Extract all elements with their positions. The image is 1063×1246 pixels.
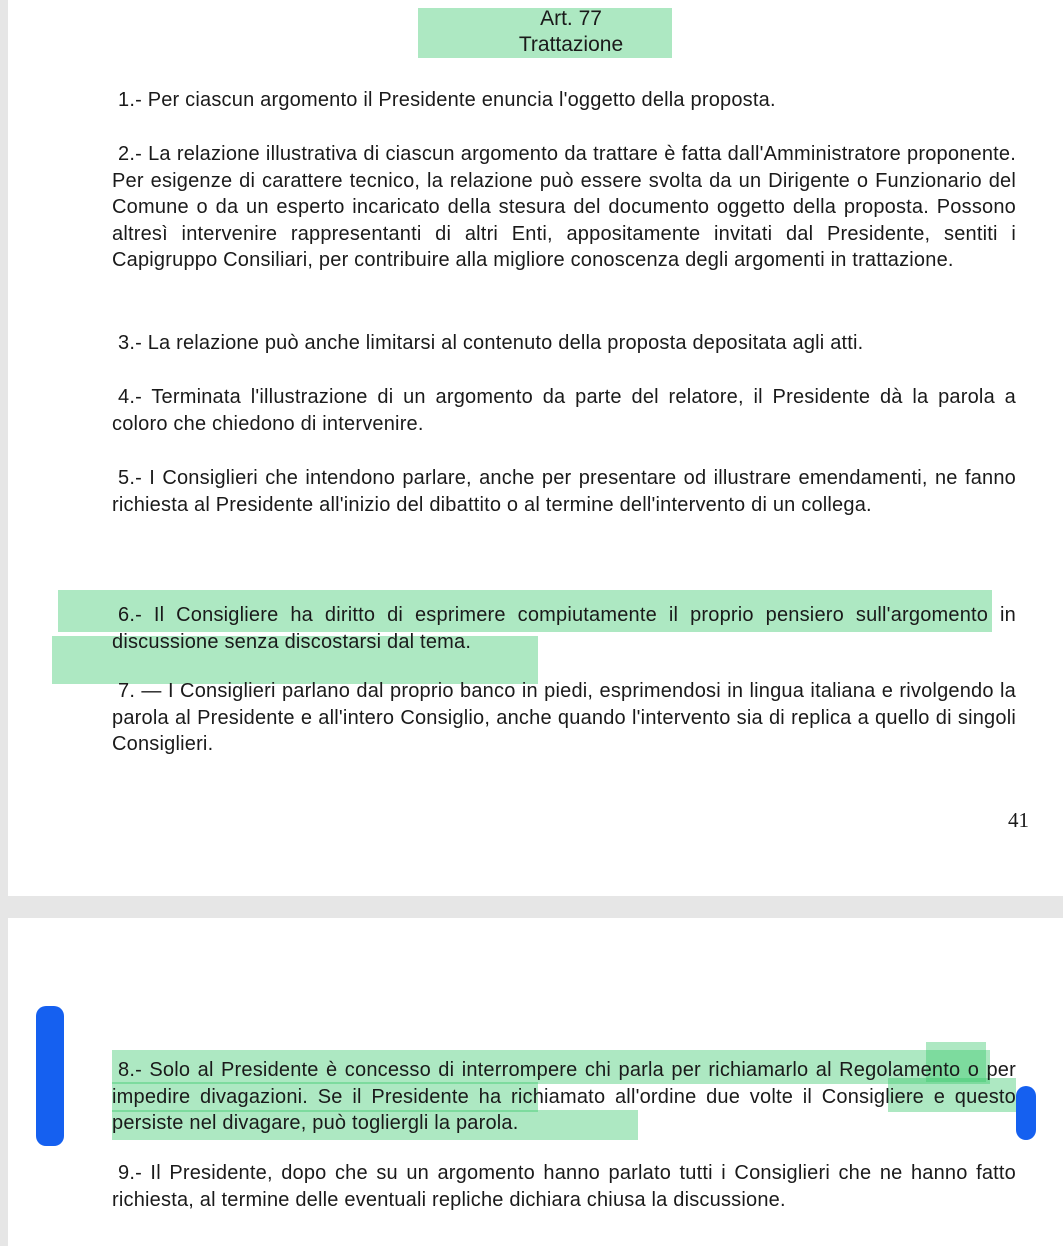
paragraph-5 <box>112 465 1016 518</box>
paragraph-9-text: 9.- Il Presidente, dopo che su un argomento hanno parlato tutti i Consiglieri che ne hanno fatto richiesta, al termine delle eventuali repliche dichiara chiusa la discussione. <box>112 1162 1016 1211</box>
paragraph-7-text: 7. — I Consiglieri parlano dal proprio banco in piedi, esprimendosi in lingua italiana e rivolgendo la parola al Presidente e all'intero Consiglio, anche quando l'intervento sia di replica a quello di singoli Consiglieri. <box>112 680 1016 756</box>
paragraph-8-text: 8.- Solo al Presidente è concesso di interrompere chi parla per richiamarlo al Regolamento o per impedire divagazioni. Se il Presidente ha richiamato all'ordine due volte il Consigliere e questo persiste nel divagare, può togliergli la parola. <box>112 1059 1016 1135</box>
paragraph-5-text: 5.- I Consiglieri che intendono parlare, anche per presentare od illustrare emendamenti, ne fanno richiesta al Presidente all'inizio del dibattito o al termine dell'intervento di un collega. <box>112 467 1016 516</box>
document-page-41 <box>8 0 1063 896</box>
paragraph-1-text: 1.- Per ciascun argomento il Presidente enuncia l'oggetto della proposta. <box>118 89 776 111</box>
paragraph-6-text: 6.- Il Consigliere ha diritto di esprimere compiutamente il proprio pensiero sull'argomento in discussione senza discostarsi dal tema. <box>112 604 1016 653</box>
pen-mark-left <box>36 1006 64 1146</box>
pen-mark-right <box>1016 1086 1036 1140</box>
paragraph-8 <box>112 1057 1016 1137</box>
article-number: Art. 77 <box>540 7 602 30</box>
paragraph-2-text: 2.- La relazione illustrativa di ciascun argomento da trattare è fatta dall'Amministratore proponente. Per esigenze di carattere tecnico, la relazione può essere svolta da un Dirigente o Funzionario del Comune o da un esperto incaricato della stesura del documento oggetto della proposta. Possono altresì intervenire rappresentanti di altri Enti, appositamente invitati dal Presidente, sentiti i Capigruppo Consiliari, per contribuire alla migliore conoscenza degli argomenti in trattazione. <box>112 143 1016 272</box>
paragraph-1 <box>112 87 1016 114</box>
paragraph-6 <box>112 602 1016 655</box>
paragraph-2 <box>112 141 1016 274</box>
paragraph-4 <box>112 384 1016 437</box>
page-number: 41 <box>1008 808 1029 832</box>
article-heading <box>8 6 1063 58</box>
paragraph-7 <box>112 678 1016 758</box>
document-page-42 <box>8 918 1063 1246</box>
article-title: Trattazione <box>518 33 624 56</box>
paragraph-4-text: 4.- Terminata l'illustrazione di un argomento da parte del relatore, il Presidente dà la parola a coloro che chiedono di intervenire. <box>112 386 1016 435</box>
paragraph-3-text: 3.- La relazione può anche limitarsi al contenuto della proposta depositata agli atti. <box>118 332 864 354</box>
paragraph-3 <box>112 330 1016 357</box>
paragraph-9 <box>112 1160 1016 1213</box>
